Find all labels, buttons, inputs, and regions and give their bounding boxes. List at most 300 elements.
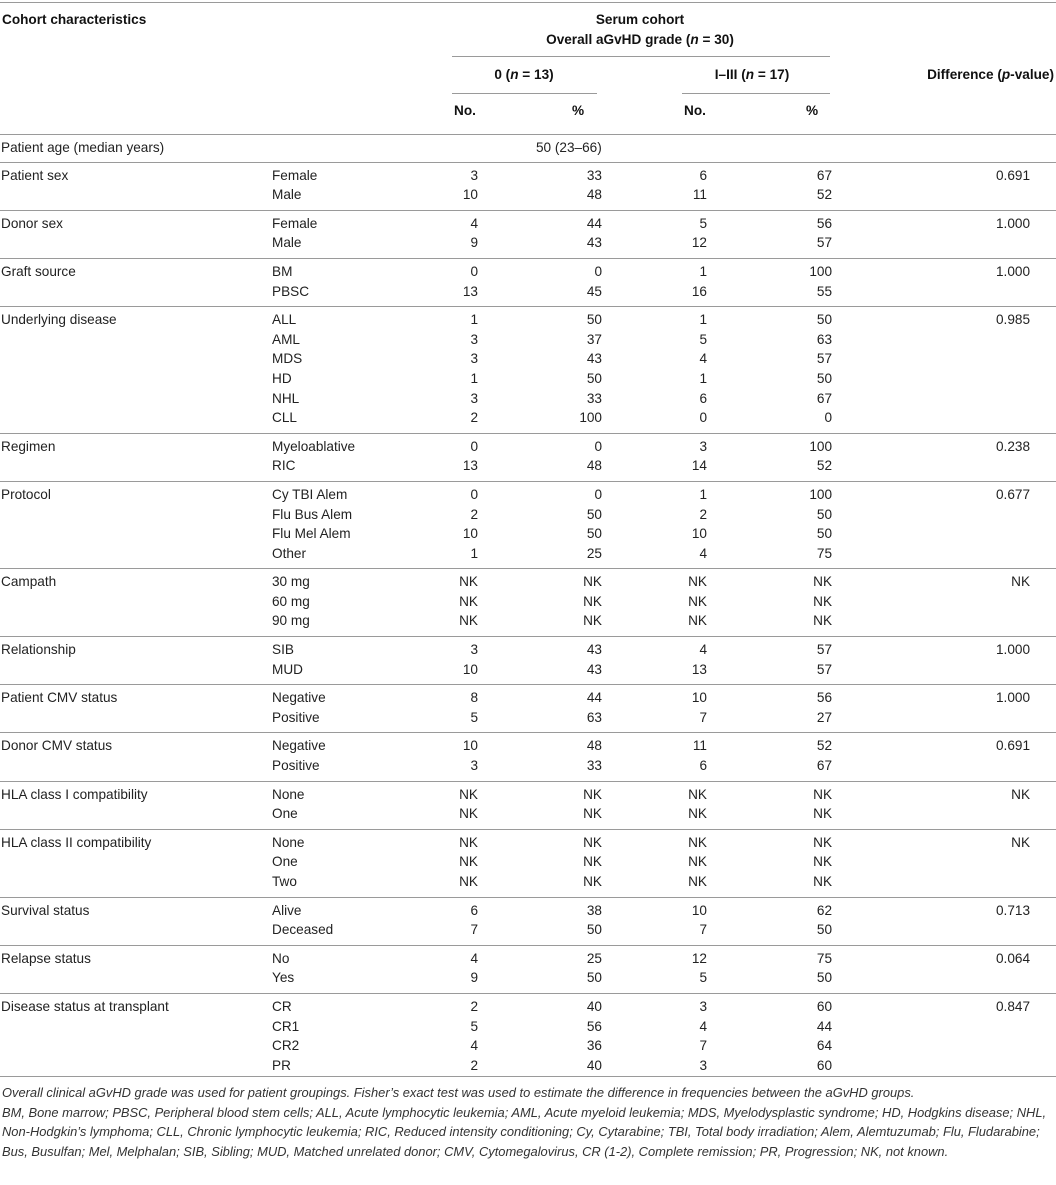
header-pct-1: % — [806, 103, 819, 118]
count-group-1: 12 — [602, 945, 707, 968]
percent-group-0: 40 — [586, 1057, 602, 1073]
count-group-1: 6 — [602, 162, 707, 185]
p-value-empty — [832, 804, 1056, 829]
group-label: Disease status at transplant — [0, 993, 270, 1016]
group-label-empty — [0, 756, 270, 781]
table-bottom-rule — [0, 1076, 1056, 1077]
table-row — [0, 756, 1056, 781]
subcategory-label: Flu Bus Alem — [272, 506, 353, 522]
count-group-1: 5 — [602, 210, 707, 233]
table-row — [0, 210, 1056, 233]
table-row — [0, 804, 1056, 829]
group-label-empty — [0, 233, 270, 258]
table-row — [0, 233, 1056, 258]
table-row — [0, 544, 1056, 569]
p-value: 1.000 — [832, 210, 1056, 233]
data-table — [0, 136, 1056, 1080]
count-group-0: 1 — [408, 307, 478, 330]
count-group-1: 3 — [602, 433, 707, 456]
percent-group-0: NK — [583, 593, 602, 609]
count-group-0: NK — [459, 593, 478, 609]
percent-group-0: 40 — [478, 993, 602, 1016]
subcategory-label: HD — [272, 370, 292, 386]
p-value: 0.677 — [832, 481, 1056, 504]
group-label-empty — [0, 1017, 270, 1037]
percent-group-1: 57 — [816, 235, 833, 251]
percent-group-1: NK — [813, 874, 833, 889]
count-group-0: 1 — [470, 370, 478, 386]
age-median-value: 50 (23–66) — [536, 140, 602, 155]
percent-group-1: 52 — [707, 733, 832, 756]
group-label: Underlying disease — [0, 307, 270, 330]
count-group-0: NK — [459, 613, 478, 629]
subcategory-label: Negative — [270, 733, 408, 756]
count-group-0: NK — [459, 806, 478, 822]
p-value-empty — [832, 1017, 1056, 1037]
percent-group-1: 75 — [816, 545, 833, 561]
subcategory-label: 60 mg — [272, 593, 310, 609]
percent-group-1: 60 — [816, 1057, 833, 1073]
group-label: Protocol — [0, 481, 270, 504]
percent-group-1: 100 — [707, 258, 832, 281]
table-row — [0, 258, 1056, 281]
header-rule-group1 — [682, 93, 830, 94]
group-label-empty — [0, 505, 270, 525]
group-label-empty — [0, 920, 270, 945]
group-label-empty — [0, 708, 270, 733]
subcategory-label: Alive — [270, 897, 408, 920]
subcategory-label: None — [270, 829, 408, 852]
group-label-empty — [0, 1036, 270, 1056]
percent-group-1: 57 — [816, 351, 833, 367]
count-group-0: 5 — [470, 1018, 478, 1034]
table-row — [0, 456, 1056, 481]
p-value: 0.713 — [832, 897, 1056, 920]
percent-group-1: 60 — [707, 993, 832, 1016]
header-group-1: I–III (n = 17) — [714, 67, 790, 82]
subcategory-label: MUD — [272, 661, 303, 677]
count-group-1: 1 — [602, 307, 707, 330]
subcategory-label: MDS — [272, 351, 303, 367]
count-group-1: 1 — [699, 370, 707, 386]
table-row — [0, 660, 1056, 685]
count-group-1: NK — [602, 829, 707, 852]
table-row — [0, 945, 1056, 968]
percent-group-0: 0 — [478, 258, 602, 281]
subcategory-label: CR1 — [272, 1018, 300, 1034]
empty-cell — [832, 136, 1056, 162]
subcategory-label: CLL — [272, 410, 297, 426]
group-label-empty — [0, 660, 270, 685]
count-group-1: 4 — [699, 1018, 707, 1034]
percent-group-1: 100 — [707, 481, 832, 504]
header-difference: Difference (p-value) — [927, 67, 1054, 82]
subcategory-label: ALL — [270, 307, 408, 330]
count-group-1: 0 — [699, 410, 707, 426]
count-group-1: 16 — [691, 283, 707, 299]
subcategory-label: Positive — [272, 758, 320, 774]
count-group-0: 7 — [470, 922, 478, 938]
p-value: 1.000 — [832, 258, 1056, 281]
count-group-0: 4 — [470, 1038, 478, 1054]
percent-group-1: 67 — [816, 758, 833, 774]
group-label: Donor sex — [0, 210, 270, 233]
count-group-0: 0 — [408, 258, 478, 281]
count-group-1: NK — [688, 806, 707, 822]
percent-group-1: 67 — [816, 390, 833, 406]
percent-group-1: 57 — [816, 661, 833, 677]
count-group-0: 2 — [408, 993, 478, 1016]
count-group-1: NK — [602, 781, 707, 804]
percent-group-1: NK — [707, 829, 832, 852]
count-group-1: 10 — [602, 685, 707, 708]
percent-group-0: 56 — [586, 1018, 602, 1034]
count-group-0: 2 — [470, 410, 478, 426]
percent-group-1: 75 — [707, 945, 832, 968]
percent-group-1: 67 — [707, 162, 832, 185]
p-value: 0.238 — [832, 433, 1056, 456]
header-rule-group0 — [452, 93, 597, 94]
count-group-1: 7 — [699, 922, 707, 938]
p-value-empty — [832, 524, 1056, 544]
p-value: 0.985 — [832, 307, 1056, 330]
header-serum-cohort: Serum cohort — [595, 12, 685, 27]
table-row — [0, 1036, 1056, 1056]
count-group-0: 3 — [470, 331, 478, 347]
table-footnote — [2, 1083, 1052, 1161]
p-value: 0.064 — [832, 945, 1056, 968]
p-value-empty — [832, 660, 1056, 685]
percent-group-1: NK — [707, 569, 832, 592]
subcategory-label: Flu Mel Alem — [272, 526, 351, 542]
p-value-empty — [832, 1036, 1056, 1056]
percent-group-1: 50 — [707, 307, 832, 330]
group-label: Campath — [0, 569, 270, 592]
subcategory-label: One — [272, 854, 298, 870]
header-bottom-rule — [0, 134, 1056, 135]
count-group-1: 6 — [699, 390, 707, 406]
percent-group-1: 50 — [816, 506, 833, 522]
percent-group-1: NK — [813, 593, 833, 609]
count-group-1: NK — [688, 854, 707, 870]
percent-group-1: 50 — [816, 970, 833, 986]
count-group-1: 12 — [691, 235, 707, 251]
percent-group-1: 56 — [707, 210, 832, 233]
p-value-empty — [832, 233, 1056, 258]
count-group-1: 10 — [691, 526, 707, 542]
table-row — [0, 408, 1056, 433]
table-row — [0, 733, 1056, 756]
count-group-0: 2 — [470, 506, 478, 522]
p-value: 1.000 — [832, 637, 1056, 660]
group-label-empty — [0, 389, 270, 409]
percent-group-0: 50 — [586, 370, 602, 386]
count-group-0: 1 — [470, 545, 478, 561]
p-value-empty — [832, 592, 1056, 612]
subcategory-label: PBSC — [272, 283, 310, 299]
header-no-0: No. — [454, 103, 476, 118]
p-value-empty — [832, 852, 1056, 872]
percent-group-0: 48 — [586, 458, 602, 474]
table-row — [0, 611, 1056, 636]
group-label-empty — [0, 349, 270, 369]
count-group-0: NK — [408, 781, 478, 804]
p-value: NK — [832, 569, 1056, 592]
table-row — [0, 708, 1056, 733]
count-group-1: 6 — [699, 758, 707, 774]
percent-group-0: NK — [583, 806, 602, 822]
group-label: Relapse status — [0, 945, 270, 968]
p-value-empty — [832, 408, 1056, 433]
group-label: Patient sex — [0, 162, 270, 185]
count-group-1: 7 — [699, 1038, 707, 1054]
percent-group-1: 52 — [816, 187, 833, 203]
percent-group-1: 52 — [816, 458, 833, 474]
subcategory-label: 30 mg — [270, 569, 408, 592]
percent-group-0: 48 — [586, 187, 602, 203]
count-group-0: 13 — [462, 283, 478, 299]
group-label: Relationship — [0, 637, 270, 660]
table-row — [0, 307, 1056, 330]
header-pct-0: % — [572, 103, 585, 118]
group-label-empty — [0, 185, 270, 210]
table-row — [0, 781, 1056, 804]
group-label: Patient CMV status — [0, 685, 270, 708]
count-group-1: 13 — [691, 661, 707, 677]
p-value: NK — [832, 781, 1056, 804]
table-row — [0, 993, 1056, 1016]
group-label: Survival status — [0, 897, 270, 920]
subcategory-label: None — [270, 781, 408, 804]
table-row — [0, 897, 1056, 920]
percent-group-0: 36 — [586, 1038, 602, 1054]
subcategory-label: PR — [272, 1057, 291, 1073]
table-row — [0, 872, 1056, 897]
group-label-empty — [0, 524, 270, 544]
group-label-empty — [0, 408, 270, 433]
header-no-1: No. — [684, 103, 706, 118]
count-group-0: 10 — [462, 187, 478, 203]
percent-group-0: 44 — [478, 210, 602, 233]
group-label-empty — [0, 456, 270, 481]
subcategory-label: No — [270, 945, 408, 968]
count-group-0: 10 — [462, 526, 478, 542]
count-group-1: 14 — [691, 458, 707, 474]
table-row — [0, 330, 1056, 350]
count-group-1: 4 — [602, 637, 707, 660]
percent-group-1: 0 — [824, 410, 833, 426]
count-group-0: 5 — [470, 709, 478, 725]
subcategory-label: One — [272, 806, 298, 822]
count-group-0: 9 — [470, 970, 478, 986]
percent-group-0: 100 — [579, 410, 602, 426]
percent-group-1: 50 — [816, 922, 833, 938]
table-row — [0, 637, 1056, 660]
table-row — [0, 369, 1056, 389]
subcategory-label: CR — [270, 993, 408, 1016]
percent-group-0: 25 — [586, 545, 602, 561]
count-group-0: 3 — [470, 390, 478, 406]
p-value-empty — [832, 611, 1056, 636]
group-label-empty — [0, 804, 270, 829]
count-group-1: 1 — [602, 481, 707, 504]
percent-group-0: 63 — [586, 709, 602, 725]
p-value: 0.847 — [832, 993, 1056, 1016]
percent-group-0: NK — [583, 613, 602, 629]
percent-group-0: 50 — [586, 922, 602, 938]
p-value-empty — [832, 282, 1056, 307]
p-value-empty — [832, 349, 1056, 369]
count-group-1: 4 — [699, 545, 707, 561]
count-group-0: 2 — [470, 1057, 478, 1073]
percent-group-0: NK — [478, 781, 602, 804]
count-group-0: NK — [408, 569, 478, 592]
table-top-rule — [0, 2, 1056, 3]
count-group-0: NK — [459, 854, 478, 870]
percent-group-0: 50 — [478, 307, 602, 330]
subcategory-label: Negative — [270, 685, 408, 708]
header-rule-serum — [452, 56, 830, 57]
count-group-0: NK — [408, 829, 478, 852]
subcategory-label: Female — [270, 210, 408, 233]
percent-group-1: 64 — [816, 1038, 833, 1054]
percent-group-0: NK — [583, 874, 602, 889]
p-value-empty — [832, 369, 1056, 389]
table-row — [0, 524, 1056, 544]
count-group-0: 3 — [470, 351, 478, 367]
subcategory-label: Cy TBI Alem — [270, 481, 408, 504]
footnote-line-1: Overall clinical aGvHD grade was used for patient groupings. Fisher’s exact test was used to estimate the difference in frequencies between the aGvHD groups. — [2, 1085, 915, 1100]
percent-group-1: 55 — [816, 283, 833, 299]
count-group-1: 5 — [699, 331, 707, 347]
subcategory-label: Positive — [272, 709, 320, 725]
p-value-empty — [832, 389, 1056, 409]
percent-group-0: 38 — [478, 897, 602, 920]
percent-group-0: 43 — [586, 661, 602, 677]
percent-group-0: 50 — [586, 970, 602, 986]
percent-group-0: 33 — [586, 758, 602, 774]
percent-group-0: 50 — [586, 526, 602, 542]
count-group-1: 1 — [602, 258, 707, 281]
percent-group-1: 27 — [816, 709, 833, 725]
count-group-1: 4 — [699, 351, 707, 367]
percent-group-0: 43 — [478, 637, 602, 660]
percent-group-1: NK — [813, 854, 833, 870]
percent-group-0: 43 — [586, 235, 602, 251]
table-row — [0, 829, 1056, 852]
p-value: 1.000 — [832, 685, 1056, 708]
subcategory-label: BM — [270, 258, 408, 281]
table-row — [0, 185, 1056, 210]
p-value: NK — [832, 829, 1056, 852]
subcategory-label: Female — [270, 162, 408, 185]
table-row — [0, 505, 1056, 525]
percent-group-0: 43 — [586, 351, 602, 367]
percent-group-0: NK — [583, 854, 602, 870]
p-value-empty — [832, 456, 1056, 481]
p-value-empty — [832, 920, 1056, 945]
count-group-0: 8 — [408, 685, 478, 708]
subcategory-label: SIB — [270, 637, 408, 660]
p-value: 0.691 — [832, 733, 1056, 756]
count-group-0: 6 — [408, 897, 478, 920]
subcategory-label: Two — [272, 874, 297, 889]
table-row — [0, 852, 1056, 872]
group-label-empty — [0, 611, 270, 636]
percent-group-1: 100 — [707, 433, 832, 456]
p-value: 0.691 — [832, 162, 1056, 185]
table-row — [0, 433, 1056, 456]
table-body — [0, 136, 1056, 1080]
count-group-0: 3 — [408, 162, 478, 185]
percent-group-0: 50 — [586, 506, 602, 522]
count-group-0: 3 — [470, 758, 478, 774]
table-row — [0, 1017, 1056, 1037]
percent-group-0: 33 — [586, 390, 602, 406]
table-row — [0, 349, 1056, 369]
percent-group-1: NK — [707, 781, 832, 804]
percent-group-1: 50 — [816, 526, 833, 542]
table-row — [0, 389, 1056, 409]
subcategory-label: AML — [272, 331, 300, 347]
count-group-1: 3 — [699, 1057, 707, 1073]
p-value-empty — [832, 968, 1056, 993]
percent-group-1: NK — [813, 806, 833, 822]
percent-group-0: 25 — [478, 945, 602, 968]
group-label: HLA class I compatibility — [0, 781, 270, 804]
count-group-0: 9 — [470, 235, 478, 251]
subcategory-label: 90 mg — [272, 613, 310, 629]
count-group-1: 5 — [699, 970, 707, 986]
count-group-1: NK — [688, 874, 707, 889]
group-label-empty — [0, 282, 270, 307]
percent-group-1: 63 — [816, 331, 833, 347]
group-label-empty — [0, 968, 270, 993]
group-label-empty — [0, 872, 270, 897]
subcategory-label: Male — [272, 187, 302, 203]
percent-group-0: 0 — [478, 433, 602, 456]
header-cohort-characteristics: Cohort characteristics — [2, 12, 147, 27]
count-group-1: NK — [688, 593, 707, 609]
p-value-empty — [832, 708, 1056, 733]
percent-group-1: 57 — [707, 637, 832, 660]
percent-group-1: 50 — [816, 370, 833, 386]
percent-group-0: 44 — [478, 685, 602, 708]
group-label-empty — [0, 330, 270, 350]
subcategory-label: Male — [272, 235, 302, 251]
percent-group-0: NK — [478, 569, 602, 592]
row-label: Patient age (median years) — [1, 140, 165, 155]
percent-group-1: 44 — [816, 1018, 833, 1034]
subcategory-label: Deceased — [272, 922, 334, 938]
p-value-empty — [832, 185, 1056, 210]
p-value-empty — [832, 872, 1056, 897]
footnote-line-2: BM, Bone marrow; PBSC, Peripheral blood stem cells; ALL, Acute lymphocytic leukemia; AML, Acute myeloid leukemia; MDS, Myelodysplastic syndrome; HD, Hodgkins disease; NHL, Non-Hodgkin’s lymphoma; CLL, Chronic lymphocytic leukemia; RIC, Reduced intensity conditioning; Cy, Cytarabine; TBI, Total body irradiation; Alem, Alemtuzumab; Flu, Fludarabine; Bus, Busulfan; Mel, Melphalan; SIB, Sibling; MUD, Matched unrelated donor; CMV, Cytomegalovirus, CR (1-2), Complete remission; PR, Progression; NK, not known. — [2, 1104, 1047, 1159]
percent-group-0: 37 — [586, 331, 602, 347]
count-group-1: 3 — [602, 993, 707, 1016]
subcategory-label: Yes — [272, 970, 295, 986]
percent-group-0: 0 — [478, 481, 602, 504]
group-label: HLA class II compatibility — [0, 829, 270, 852]
subcategory-label: Other — [272, 545, 306, 561]
count-group-1: 11 — [602, 733, 707, 756]
count-group-0: 3 — [408, 637, 478, 660]
count-group-1: 11 — [692, 187, 707, 203]
percent-group-0: 48 — [478, 733, 602, 756]
count-group-0: 13 — [462, 458, 478, 474]
count-group-1: 10 — [602, 897, 707, 920]
table-row — [0, 162, 1056, 185]
